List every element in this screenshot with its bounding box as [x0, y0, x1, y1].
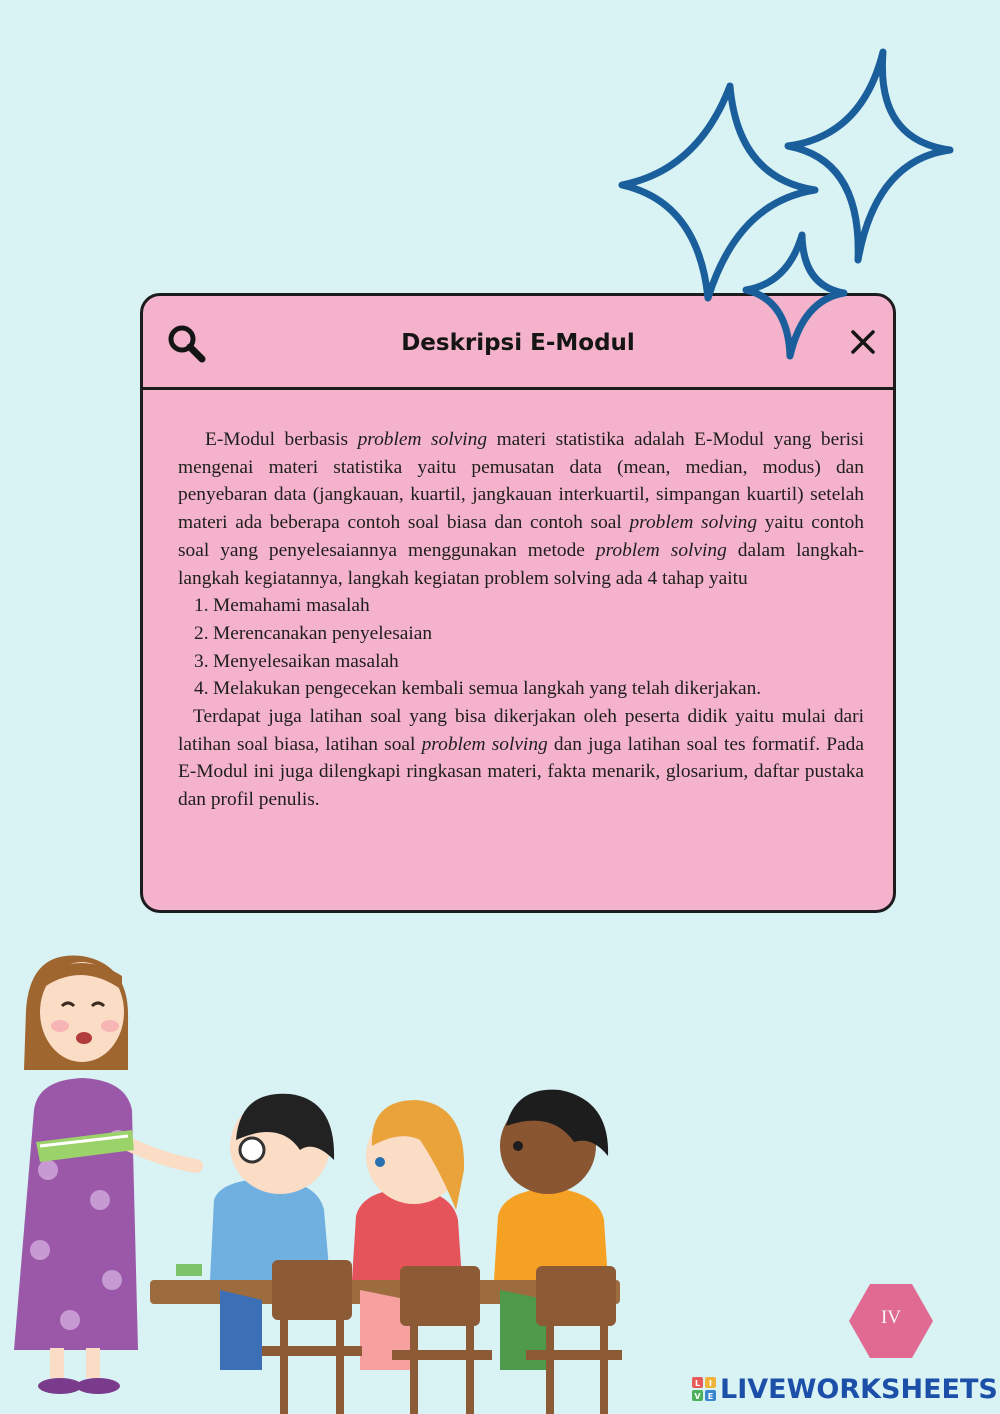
exercise-paragraph — [178, 703, 864, 814]
logo-letter: V — [694, 1392, 701, 1401]
list-item — [178, 675, 864, 703]
steps-list — [178, 592, 864, 703]
student-boy — [210, 1094, 334, 1370]
step-text: Merencanakan penyelesaian — [213, 622, 433, 644]
chairs — [262, 1260, 622, 1414]
paragraph1-text: materi statistika adalah E-Modul yang berisi mengenai materi statistika yaitu pemusatan data (mean, median, modus) dan penyebaran data (jangkauan, kuartil, jangkauan interkuartil, simpangan kuartil) setelah materi ada beberapa contoh soal biasa dan contoh soal — [178, 429, 864, 534]
step-number: 4. — [194, 678, 209, 700]
step-number: 1. — [194, 595, 209, 617]
paragraph1-italic: problem solving — [595, 539, 727, 561]
paragraph1-italic: problem solving — [629, 512, 758, 534]
classroom-illustration — [0, 950, 640, 1414]
liveworksheets-brand[interactable] — [692, 1372, 998, 1406]
upper-sparkle-icon — [788, 52, 950, 260]
step-number: 3. — [194, 650, 209, 672]
logo-letter: L — [694, 1379, 701, 1388]
list-item — [178, 648, 864, 676]
window-content — [178, 426, 864, 814]
description-window — [140, 293, 896, 913]
paragraph2-text: dan juga latihan soal tes formatif. Pada E-Modul ini juga dilengkapi ringkasan materi, fakta menarik, glosarium, daftar pustaka dan profil penulis. — [178, 733, 864, 811]
liveworksheets-logo-icon — [692, 1377, 716, 1401]
paragraph1-italic: problem solving — [357, 429, 488, 450]
teacher-figure — [14, 955, 196, 1394]
sparkles-decoration — [600, 40, 980, 370]
page-number: IV — [880, 1307, 902, 1328]
paragraph2-italic: problem solving — [421, 733, 548, 755]
logo-letter: I — [709, 1379, 712, 1388]
paragraph1-text: dalam langkah-langkah kegiatannya, langkah kegiatan problem solving ada 4 tahap yaitu — [178, 539, 864, 589]
paragraph2-text: Terdapat juga latihan soal yang bisa dikerjakan oleh peserta didik yaitu mulai dari latihan soal biasa, latihan soal — [178, 706, 864, 755]
description-paragraph — [178, 426, 864, 592]
step-text: Menyelesaikan masalah — [213, 650, 399, 672]
step-text: Memahami masalah — [213, 595, 370, 617]
step-number: 2. — [194, 622, 209, 644]
logo-letter: E — [707, 1392, 714, 1401]
list-item — [178, 592, 864, 620]
list-item — [178, 620, 864, 648]
student-girl — [352, 1100, 464, 1370]
paragraph1-text: E-Modul berbasis — [205, 429, 358, 450]
window-title: Deskripsi E-Modul — [401, 330, 635, 356]
small-sparkle-icon — [746, 235, 844, 356]
step-text: Melakukan pengecekan kembali semua langkah yang telah dikerjakan. — [213, 678, 762, 700]
paragraph1-text: yaitu contoh soal yang penyelesaiannya menggunakan metode — [178, 512, 864, 561]
brand-text: LIVEWORKSHEETS — [720, 1373, 998, 1405]
